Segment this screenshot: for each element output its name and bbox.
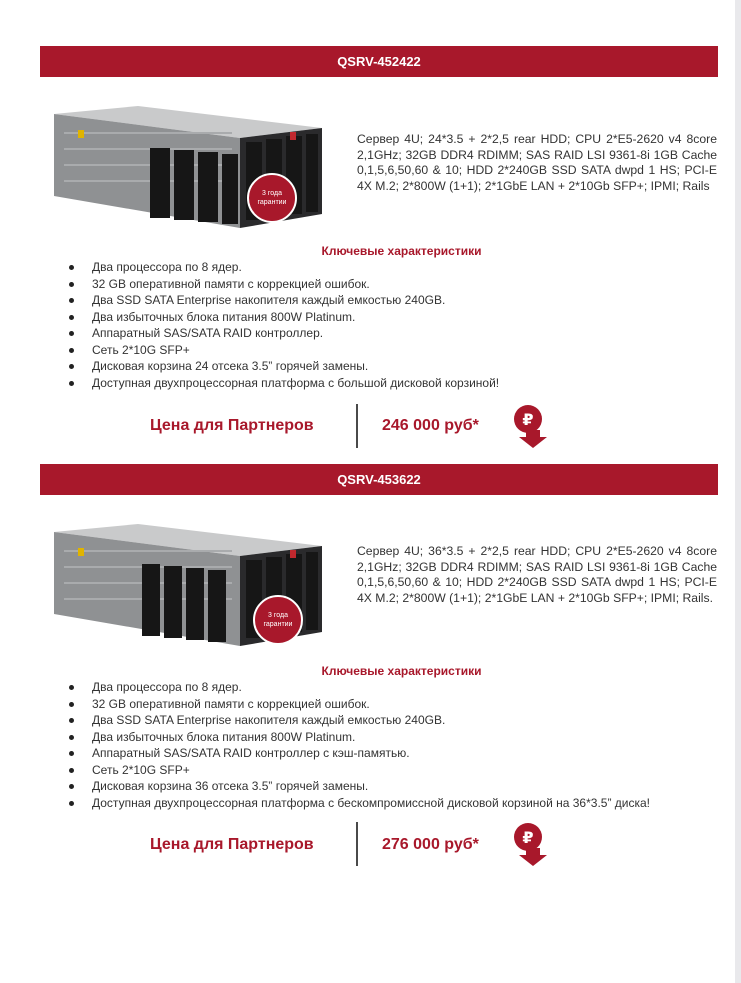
price-label: Цена для Партнеров bbox=[150, 836, 314, 853]
feature-list bbox=[68, 259, 499, 391]
features-title: Ключевые характеристики bbox=[321, 664, 482, 678]
svg-text:3 года: 3 года bbox=[262, 190, 282, 197]
list-item: Два избыточных блока питания 800W Platinum. bbox=[68, 729, 650, 746]
product-title-bar bbox=[40, 464, 718, 495]
list-item: Аппаратный SAS/SATA RAID контроллер с кэш-памятью. bbox=[68, 745, 650, 762]
list-item: Дисковая корзина 36 отсека 3.5” горячей замены. bbox=[68, 778, 650, 795]
svg-text:гарантии: гарантии bbox=[257, 199, 287, 206]
list-item: 32 GB оперативной памяти с коррекцией ошибок. bbox=[68, 696, 650, 713]
product-card bbox=[0, 46, 741, 466]
list-item: Два избыточных блока питания 800W Platinum. bbox=[68, 309, 499, 326]
product-description: Сервер 4U; 36*3.5 + 2*2,5 rear HDD; CPU 2*E5-2620 v4 8core 2,1GHz; 32GB DDR4 RDIMM; SAS RAID LSI 9361-8i 1GB Cache 0,1,5,6,50,60 & 10; HDD 2*240GB SSD SATA dwpd 1 HS; PCI-E 4X M.2; 2*800W (1+1); 2*1GbE LAN + 2*10Gb SFP+; IPMI; Rails. bbox=[357, 544, 717, 605]
product-title-bar bbox=[40, 46, 718, 77]
ruble-down-arrow-icon bbox=[512, 404, 554, 448]
svg-text:₽: ₽ bbox=[522, 410, 534, 429]
server-image bbox=[50, 102, 322, 228]
product-sku: QSRV-452422 bbox=[337, 54, 421, 69]
price-label: Цена для Партнеров bbox=[150, 417, 314, 434]
list-item: Два SSD SATA Enterprise накопителя каждый емкостью 240GB. bbox=[68, 712, 650, 729]
svg-text:₽: ₽ bbox=[522, 828, 534, 847]
price-divider bbox=[356, 404, 358, 448]
list-item: Два процессора по 8 ядер. bbox=[68, 679, 650, 696]
feature-list bbox=[68, 679, 650, 811]
server-image bbox=[50, 520, 322, 646]
product-sku: QSRV-453622 bbox=[337, 472, 421, 487]
product-description: Сервер 4U; 24*3.5 + 2*2,5 rear HDD; CPU 2*E5-2620 v4 8core 2,1GHz; 32GB DDR4 RDIMM; SAS RAID LSI 9361-8i 1GB Cache 0,1,5,6,50,60 & 10; HDD 2*240GB SSD SATA dwpd 1 HS; PCI-E 4X M.2; 2*800W (1+1); 2*1GbE LAN + 2*10Gb SFP+; IPMI; Rails bbox=[357, 132, 717, 193]
product-card bbox=[0, 464, 741, 884]
list-item: Сеть 2*10G SFP+ bbox=[68, 342, 499, 359]
features-title: Ключевые характеристики bbox=[321, 244, 482, 258]
price-value: 276 000 руб* bbox=[382, 836, 479, 853]
list-item: Два SSD SATA Enterprise накопителя каждый емкостью 240GB. bbox=[68, 292, 499, 309]
list-item: Доступная двухпроцессорная платформа с бескомпромиссной дисковой корзиной на 36*3.5” диска! bbox=[68, 795, 650, 812]
list-item: Дисковая корзина 24 отсека 3.5” горячей замены. bbox=[68, 358, 499, 375]
list-item: Сеть 2*10G SFP+ bbox=[68, 762, 650, 779]
list-item: Доступная двухпроцессорная платформа с большой дисковой корзиной! bbox=[68, 375, 499, 392]
list-item: Два процессора по 8 ядер. bbox=[68, 259, 499, 276]
price-value: 246 000 руб* bbox=[382, 417, 479, 434]
list-item: Аппаратный SAS/SATA RAID контроллер. bbox=[68, 325, 499, 342]
ruble-down-arrow-icon bbox=[512, 822, 554, 866]
svg-text:гарантии: гарантии bbox=[263, 621, 293, 628]
list-item: 32 GB оперативной памяти с коррекцией ошибок. bbox=[68, 276, 499, 293]
svg-text:3 года: 3 года bbox=[268, 612, 288, 619]
price-divider bbox=[356, 822, 358, 866]
